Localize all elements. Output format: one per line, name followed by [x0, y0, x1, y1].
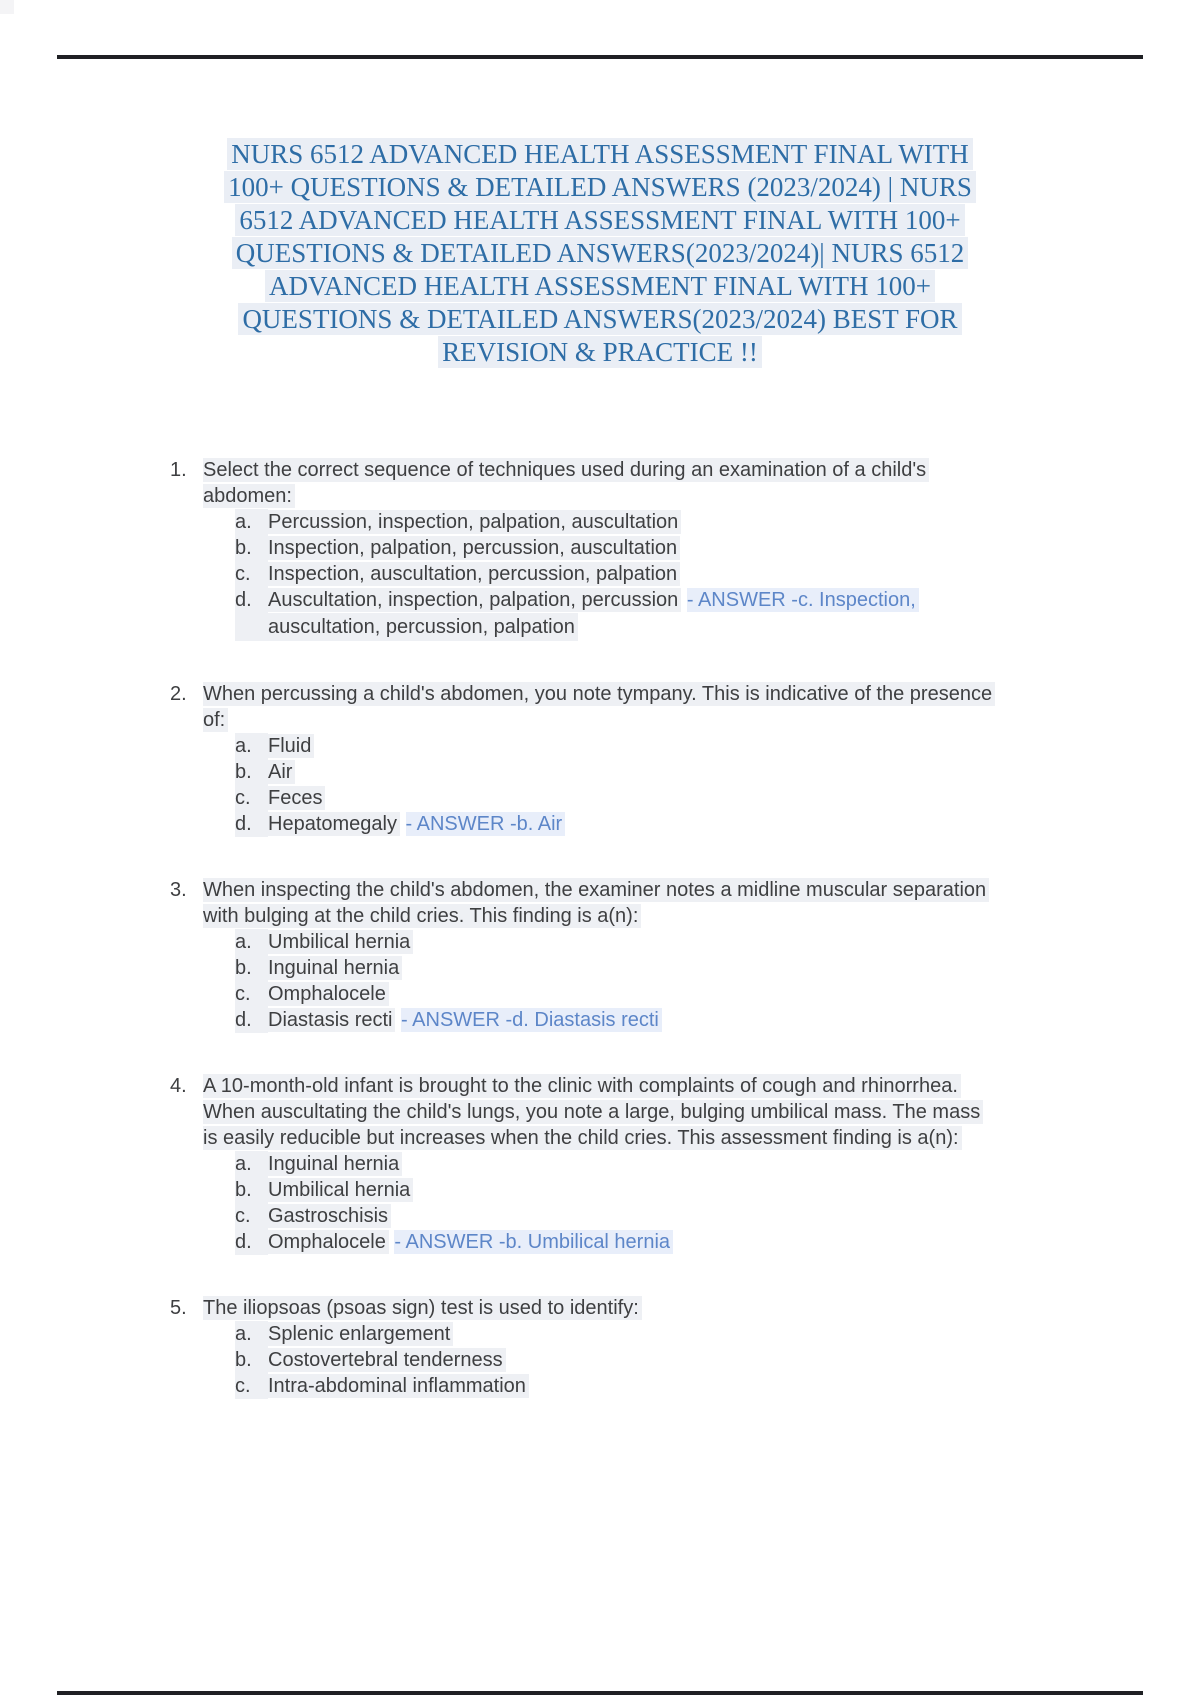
- document-title: [170, 138, 1030, 369]
- title-line: [170, 171, 1030, 204]
- option-text: [268, 587, 1000, 641]
- question-3: [170, 877, 1000, 1033]
- option-text: [268, 1373, 1000, 1399]
- title-line: [170, 270, 1030, 303]
- option-letter: b.: [235, 759, 268, 785]
- option-letter: c.: [235, 785, 268, 811]
- option-letter: b.: [235, 1347, 268, 1373]
- option-text-content: Splenic enlargement: [268, 1322, 453, 1346]
- option-row: [235, 1177, 1000, 1203]
- option-text-content: Inguinal hernia: [268, 956, 402, 980]
- option-text-content: Gastroschisis: [268, 1204, 391, 1228]
- option-text: [268, 535, 1000, 561]
- option-row: [235, 811, 1000, 837]
- option-text: [268, 561, 1000, 587]
- option-text: [268, 759, 1000, 785]
- option-text: [268, 509, 1000, 535]
- question-text-content: Select the correct sequence of techniques used during an examination of a child's abdomen:: [203, 458, 929, 508]
- question-text-content: When inspecting the child's abdomen, the examiner notes a midline muscular separation with bulging at the child cries. This finding is a(n):: [203, 878, 989, 928]
- question-number: 2.: [170, 683, 187, 705]
- option-letter: b.: [235, 535, 268, 561]
- option-row: [235, 733, 1000, 759]
- question-text-content: The iliopsoas (psoas sign) test is used to identify:: [203, 1296, 642, 1320]
- option-text-content: Air: [268, 760, 295, 784]
- option-text: [268, 1203, 1000, 1229]
- question-row: [170, 457, 1000, 509]
- title-text: ADVANCED HEALTH ASSESSMENT FINAL WITH 100+: [265, 270, 935, 302]
- question-text: [203, 877, 1000, 929]
- question-number: 1.: [170, 459, 187, 481]
- question-row: [170, 1295, 1000, 1321]
- option-text-content: Intra-abdominal inflammation: [268, 1374, 529, 1398]
- option-row: [235, 929, 1000, 955]
- answer-continuation: auscultation, percussion, palpation: [268, 613, 578, 641]
- option-letter: d.: [235, 587, 268, 641]
- option-row: [235, 1007, 1000, 1033]
- option-text: [268, 811, 1000, 837]
- corner-mark: [0, 0, 14, 14]
- option-text-content: Omphalocele: [268, 1230, 389, 1254]
- option-row: [235, 1321, 1000, 1347]
- title-text: QUESTIONS & DETAILED ANSWERS(2023/2024)| NURS 6512: [232, 237, 969, 269]
- question-row: [170, 1073, 1000, 1151]
- option-letter: a.: [235, 1151, 268, 1177]
- option-row: [235, 509, 1000, 535]
- question-number: 3.: [170, 879, 187, 901]
- answer-text: - ANSWER -d. Diastasis recti: [401, 1008, 662, 1032]
- option-text-content: Hepatomegaly: [268, 812, 400, 836]
- option-text: [268, 785, 1000, 811]
- option-text-content: Umbilical hernia: [268, 930, 413, 954]
- option-row: [235, 1151, 1000, 1177]
- option-text: [268, 1321, 1000, 1347]
- option-letter: c.: [235, 561, 268, 587]
- option-text: [268, 1229, 1000, 1255]
- option-row: [235, 955, 1000, 981]
- answer-text: - ANSWER -b. Air: [406, 812, 566, 836]
- question-text-content: A 10-month-old infant is brought to the clinic with complaints of cough and rhinorrhea. When auscultating the child's lungs, you note a large, bulging umbilical mass. The mass is easily reducible but increases when the child cries. This assessment finding is a(n):: [203, 1074, 983, 1150]
- option-row: [235, 785, 1000, 811]
- option-text-content: Percussion, inspection, palpation, auscultation: [268, 510, 681, 534]
- option-text: [268, 929, 1000, 955]
- question-text-content: When percussing a child's abdomen, you note tympany. This is indicative of the presence of:: [203, 682, 995, 732]
- option-text-content: Inguinal hernia: [268, 1152, 402, 1176]
- option-letter: a.: [235, 509, 268, 535]
- option-text: [268, 1151, 1000, 1177]
- question-text: [203, 1073, 1000, 1151]
- question-5: [170, 1295, 1000, 1399]
- question-1: [170, 457, 1000, 641]
- option-text-content: Inspection, auscultation, percussion, palpation: [268, 562, 680, 586]
- option-letter: a.: [235, 1321, 268, 1347]
- question-number: 5.: [170, 1297, 187, 1319]
- option-text-content: Umbilical hernia: [268, 1178, 413, 1202]
- option-text: [268, 733, 1000, 759]
- option-letter: c.: [235, 981, 268, 1007]
- title-text: 6512 ADVANCED HEALTH ASSESSMENT FINAL WITH 100+: [235, 204, 964, 236]
- option-row: [235, 587, 1000, 641]
- option-text: [268, 1007, 1000, 1033]
- option-text: [268, 955, 1000, 981]
- option-letter: b.: [235, 1177, 268, 1203]
- answer-text: - ANSWER -c. Inspection,: [687, 588, 919, 612]
- title-line: [170, 204, 1030, 237]
- title-text: REVISION & PRACTICE !!: [438, 336, 762, 368]
- title-line: [170, 138, 1030, 171]
- option-text-content: Fluid: [268, 734, 314, 758]
- top-rule: [57, 55, 1143, 59]
- title-line: [170, 303, 1030, 336]
- question-list: [170, 457, 1000, 1399]
- option-letter: a.: [235, 733, 268, 759]
- answer-text: - ANSWER -b. Umbilical hernia: [394, 1230, 673, 1254]
- option-letter: d.: [235, 811, 268, 837]
- option-letter: a.: [235, 929, 268, 955]
- option-row: [235, 1373, 1000, 1399]
- question-text: [203, 1295, 1000, 1321]
- option-letter: b.: [235, 955, 268, 981]
- question-4: [170, 1073, 1000, 1255]
- option-text-content: Costovertebral tenderness: [268, 1348, 506, 1372]
- option-row: [235, 981, 1000, 1007]
- question-row: [170, 681, 1000, 733]
- option-text: [268, 981, 1000, 1007]
- option-letter: c.: [235, 1373, 268, 1399]
- bottom-rule: [57, 1691, 1143, 1695]
- question-row: [170, 877, 1000, 929]
- question-text: [203, 457, 1000, 509]
- title-line: [170, 336, 1030, 369]
- option-row: [235, 561, 1000, 587]
- option-row: [235, 759, 1000, 785]
- option-text-content: Diastasis recti: [268, 1008, 395, 1032]
- title-text: NURS 6512 ADVANCED HEALTH ASSESSMENT FINAL WITH: [227, 138, 973, 170]
- title-text: QUESTIONS & DETAILED ANSWERS(2023/2024) BEST FOR: [238, 303, 961, 335]
- option-row: [235, 1203, 1000, 1229]
- title-line: [170, 237, 1030, 270]
- option-text: [268, 1347, 1000, 1373]
- question-text: [203, 681, 1000, 733]
- option-letter: c.: [235, 1203, 268, 1229]
- option-text: [268, 1177, 1000, 1203]
- option-text-content: Omphalocele: [268, 982, 389, 1006]
- option-row: [235, 535, 1000, 561]
- question-number: 4.: [170, 1075, 187, 1097]
- question-2: [170, 681, 1000, 837]
- option-text-content: Inspection, palpation, percussion, auscultation: [268, 536, 680, 560]
- option-row: [235, 1347, 1000, 1373]
- option-row: [235, 1229, 1000, 1255]
- title-text: 100+ QUESTIONS & DETAILED ANSWERS (2023/2024) | NURS: [224, 171, 976, 203]
- option-text-content: Auscultation, inspection, palpation, percussion: [268, 588, 681, 612]
- option-text-content: Feces: [268, 786, 325, 810]
- option-letter: d.: [235, 1229, 268, 1255]
- option-letter: d.: [235, 1007, 268, 1033]
